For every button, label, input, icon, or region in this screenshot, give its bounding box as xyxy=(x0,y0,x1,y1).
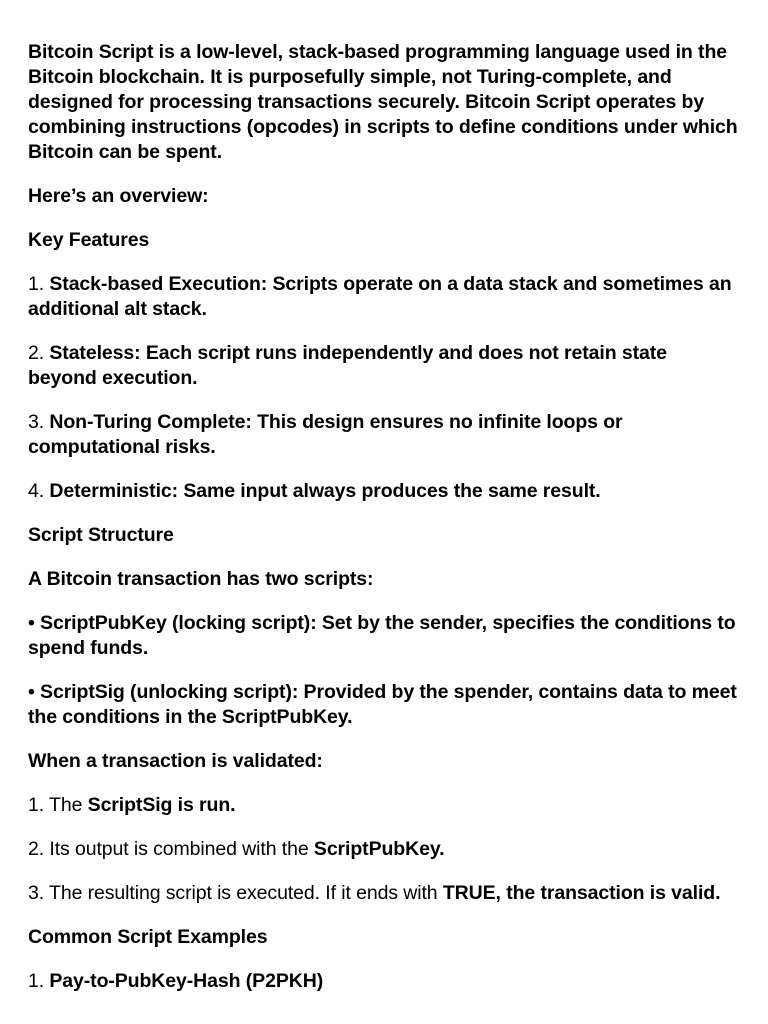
common-examples-heading: Common Script Examples xyxy=(28,926,268,948)
feature-item xyxy=(28,479,740,504)
step-item xyxy=(28,881,740,906)
feature-item xyxy=(28,410,740,460)
feature-text: Deterministic: Same input always produces the same result. xyxy=(49,480,601,502)
script-structure-heading: Script Structure xyxy=(28,524,174,546)
feature-number: 1. xyxy=(28,273,50,295)
feature-item xyxy=(28,272,740,322)
feature-item xyxy=(28,341,740,391)
step-item xyxy=(28,837,740,862)
example-item xyxy=(28,969,740,994)
step-prefix: 3. The resulting script is executed. If it ends with xyxy=(28,882,443,904)
feature-text: Non-Turing Complete: This design ensures no infinite loops or computational risks. xyxy=(28,411,623,458)
step-strong: TRUE, the transaction is valid. xyxy=(442,882,721,904)
example-text: Pay-to-PubKey-Hash (P2PKH) xyxy=(49,970,324,992)
feature-number: 2. xyxy=(28,342,50,364)
step-strong: ScriptPubKey. xyxy=(313,838,445,860)
validated-line: When a transaction is validated: xyxy=(28,750,323,772)
example-number: 1. xyxy=(28,970,50,992)
intro-paragraph: Bitcoin Script is a low-level, stack-based programming language used in the Bitcoin blockchain. It is purposefully simple, not Turing-complete, and designed for processing transactions securely. Bitcoin Script operates by combining instructions (opcodes) in scripts to define conditions under which Bitcoin can be spent. xyxy=(28,41,738,163)
two-scripts-line: A Bitcoin transaction has two scripts: xyxy=(28,568,374,590)
feature-text: Stateless: Each script runs independently and does not retain state beyond execution. xyxy=(28,342,667,389)
step-prefix: 2. Its output is combined with the xyxy=(28,838,314,860)
feature-text: Stack-based Execution: Scripts operate on a data stack and sometimes an additional alt stack. xyxy=(28,273,732,320)
key-features-heading: Key Features xyxy=(28,229,150,251)
step-strong: ScriptSig is run. xyxy=(87,794,236,816)
step-item xyxy=(28,793,740,818)
bullet-item: • ScriptSig (unlocking script): Provided by the spender, contains data to meet the conditions in the ScriptPubKey. xyxy=(28,681,737,728)
feature-number: 3. xyxy=(28,411,50,433)
step-prefix: 1. The xyxy=(28,794,88,816)
overview-line: Here’s an overview: xyxy=(28,185,209,207)
feature-number: 4. xyxy=(28,480,50,502)
bullet-item: • ScriptPubKey (locking script): Set by the sender, specifies the conditions to spend funds. xyxy=(28,612,736,659)
